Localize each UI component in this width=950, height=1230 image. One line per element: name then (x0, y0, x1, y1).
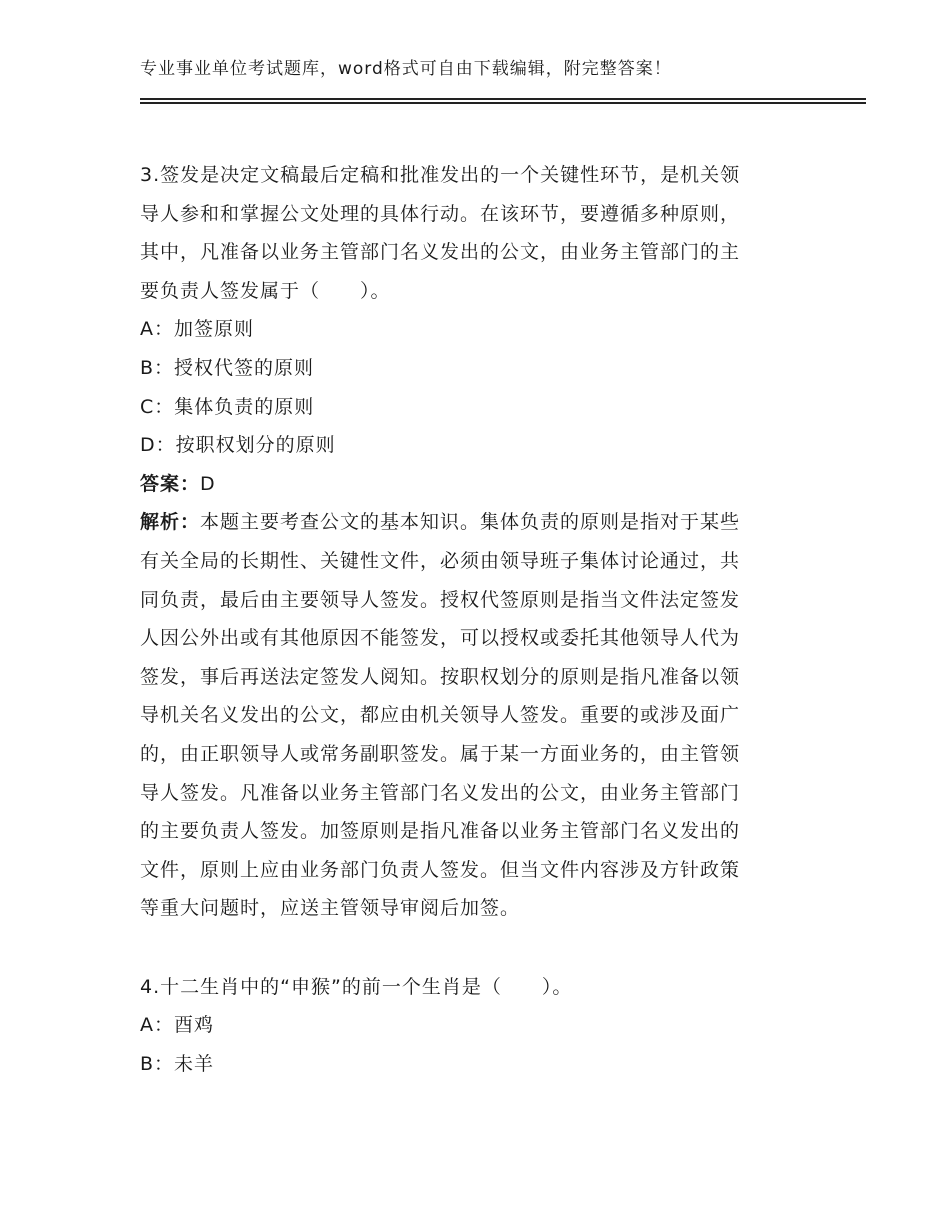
analysis-text: 本题主要考查公文的基本知识。集体负责的原则是指对于某些 (200, 511, 741, 534)
answer-label: 答案： (140, 472, 201, 495)
question-3-analysis-line: 人因公外出或有其他原因不能签发，可以授权或委托其他领导人代为 (140, 627, 741, 650)
header-rule-bottom (140, 102, 866, 104)
question-3-stem-line: 要负责人签发属于（ ）。 (140, 279, 391, 302)
answer-value: D (200, 472, 216, 495)
question-4-option-a: A：酉鸡 (140, 1014, 214, 1037)
question-3-option-b: B：授权代签的原则 (140, 356, 315, 379)
question-3-answer (140, 465, 800, 504)
question-3-analysis-line: 的主要负责人签发。加签原则是指凡准备以业务主管部门名义发出的 (140, 820, 741, 843)
question-3-analysis-line: 文件，原则上应由业务部门负责人签发。但当文件内容涉及方针政策 (140, 858, 741, 881)
question-3-analysis-line: 的，由正职领导人或常务副职签发。属于某一方面业务的，由主管领 (140, 742, 741, 765)
question-3-analysis-line (140, 503, 800, 542)
question-3-option-a: A：加签原则 (140, 318, 254, 341)
document-body (140, 156, 800, 1084)
question-3-option-c: C：集体负责的原则 (140, 395, 315, 418)
section-spacer (140, 928, 800, 968)
question-3-stem-line: 导人参和和掌握公文处理的具体行动。在该环节，要遵循多种原则， (140, 202, 741, 225)
question-3-option-d: D：按职权划分的原则 (140, 434, 336, 457)
question-4-stem: 4.十二生肖中的“申猴”的前一个生肖是（ ）。 (140, 975, 573, 998)
question-3-analysis-line: 签发，事后再送法定签发人阅知。按职权划分的原则是指凡准备以领 (140, 665, 741, 688)
question-3 (140, 156, 800, 928)
question-3-stem-line: 3.签发是决定文稿最后定稿和批准发出的一个关键性环节，是机关领 (140, 164, 741, 186)
question-3-analysis-line: 等重大问题时，应送主管领导审阅后加签。 (140, 897, 521, 920)
page-header: 专业事业单位考试题库，word格式可自由下载编辑，附完整答案！ (140, 59, 672, 79)
question-3-analysis-line: 同负责，最后由主要领导人签发。授权代签原则是指当文件法定签发 (140, 588, 741, 611)
header-rule-top (140, 98, 866, 100)
question-4-option-b: B：未羊 (140, 1053, 215, 1076)
question-3-analysis-line: 有关全局的长期性、关键性文件，必须由领导班子集体讨论通过，共 (140, 549, 741, 572)
analysis-label: 解析： (140, 511, 201, 534)
question-3-analysis-line: 导机关名义发出的公文，都应由机关领导人签发。重要的或涉及面广 (140, 704, 741, 727)
question-3-analysis-line: 导人签发。凡准备以业务主管部门名义发出的公文，由业务主管部门 (140, 781, 741, 804)
question-3-stem-line: 其中，凡准备以业务主管部门名义发出的公文，由业务主管部门的主 (140, 241, 741, 264)
question-4 (140, 968, 800, 1084)
